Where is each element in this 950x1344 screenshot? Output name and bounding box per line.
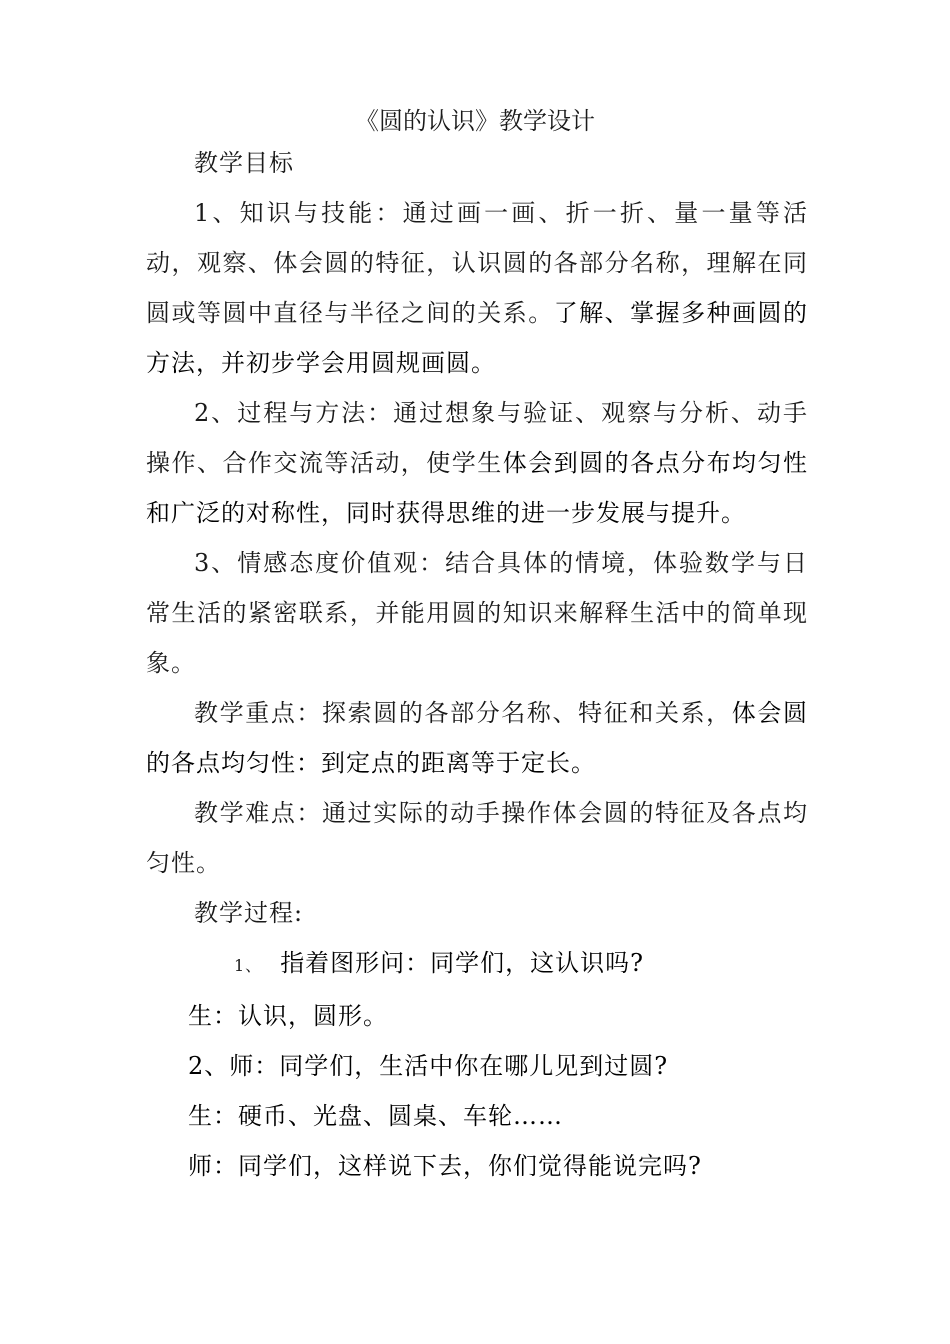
difficulty: 教学难点：通过实际的动手操作体会圆的特征及各点均匀性。 xyxy=(146,799,808,877)
step-1-number: 1、 xyxy=(234,956,263,975)
process-step-1 xyxy=(146,938,808,991)
objectives-heading: 教学目标 xyxy=(194,149,294,177)
key-point-part-a: 教学重点：探索圆的各部分名称、特征和关系， xyxy=(194,699,732,727)
dialog-line-4: 师：同学们，这样说下去，你们觉得能说完吗? xyxy=(188,1152,702,1180)
objective-1 xyxy=(146,188,808,388)
objective-1-part-b: 了解、掌握多种画圆的方法，并初步学会用圆规画圆。 xyxy=(146,299,809,377)
process-heading: 教学过程: xyxy=(194,899,304,927)
document-body xyxy=(146,138,808,1191)
step-1-text: 指着图形问：同学们，这认识吗? xyxy=(280,949,645,977)
objective-2 xyxy=(146,388,808,538)
objective-2-part-a: 2、过程与方法：通过想象与验证、观察与分析、动手操作、合作交流等活动，使学生 xyxy=(146,399,808,477)
key-point-part-b: 体会圆的各点均匀性：到定点的距离等于定长。 xyxy=(146,699,808,777)
objective-2-part-b: 体会到圆的各点分布均匀性和广泛的对称性，同时获得思维的进一步发展与提升。 xyxy=(146,449,809,527)
objective-1-part-a: 1、知识与技能：通过画一画、折一折、量一量等活动，观察、体会圆的特征，认识圆的各部分名称，理解在同圆或等圆中直径与半径之间的关系。 xyxy=(146,199,808,327)
document-title: 《圆的认识》教学设计 xyxy=(355,107,595,135)
dialog-line-1: 生：认识，圆形。 xyxy=(188,1002,388,1030)
key-point xyxy=(146,688,808,788)
dialog-line-3: 生：硬币、光盘、圆桌、车轮…… xyxy=(188,1102,563,1130)
objective-3: 3、情感态度价值观：结合具体的情境，体验数学与日常生活的紧密联系，并能用圆的知识来解释生活中的简单现象。 xyxy=(146,549,808,677)
dialog-line-2: 2、师：同学们，生活中你在哪儿见到过圆? xyxy=(188,1052,669,1080)
